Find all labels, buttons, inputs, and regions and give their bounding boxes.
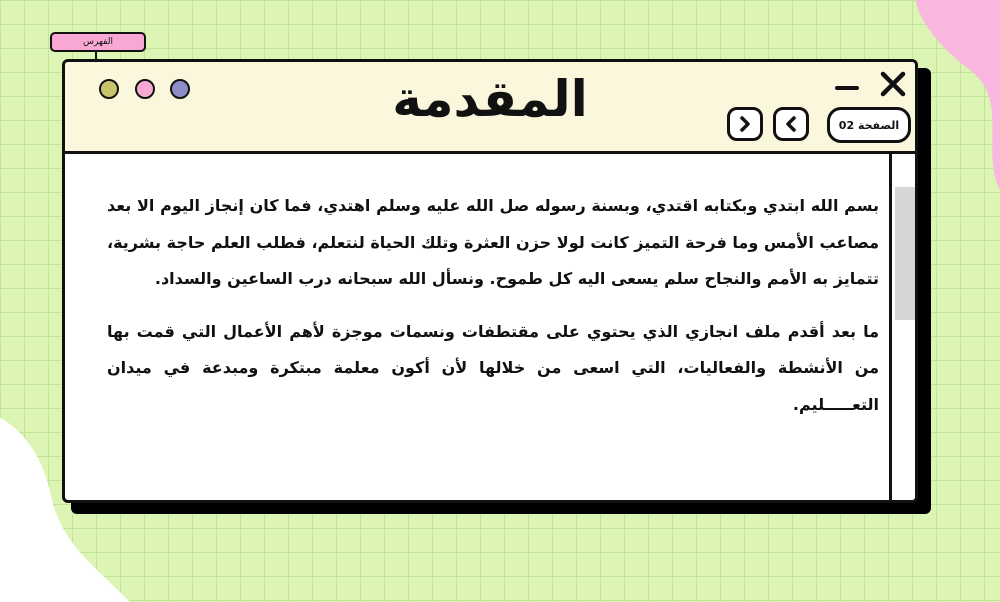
scrollbar-thumb[interactable] (895, 187, 915, 320)
chevron-left-icon (783, 115, 799, 133)
paragraph-2: ما بعد أقدم ملف انجازي الذي يحتوي على مقتطفات ونسمات موجزة لأهم الأعمال التي قمت بها من الأنشطة والفعاليات، التي اسعى من خلالها لأن أكون معلمة مبتكرة ومبدعة في ميدان التعـــــليم. (107, 321, 879, 414)
previous-page-button[interactable] (773, 107, 809, 141)
scrollbar[interactable] (889, 154, 915, 500)
intro-text (107, 188, 879, 423)
minus-icon[interactable] (835, 86, 859, 90)
next-page-button[interactable] (727, 107, 763, 141)
index-tab-label: الفهرس (83, 37, 113, 47)
chevron-right-icon (737, 115, 753, 133)
index-tab[interactable] (50, 32, 146, 52)
page-title: المقدمة (392, 70, 588, 128)
page-number-badge: الصفحة 02 (827, 107, 911, 143)
paragraph-1: بسم الله ابتدي وبكتابه اقتدي، وبسنة رسوله صل الله عليه وسلم اهتدي، فما كان إنجاز اليوم الا بعد مصاعب الأمس وما فرحة التميز كانت لولا حزن العثرة وتلك الحياة لنتعلم، فطلب العلم حاجة بشرية، تتمايز به الأمم والنجاح سلم يسعى اليه كل طموح. ونسأل الله سبحانه درب الساعين والسداد. (107, 196, 879, 288)
x-icon[interactable] (879, 70, 907, 98)
browser-window (62, 59, 918, 503)
title-bar (65, 62, 915, 154)
